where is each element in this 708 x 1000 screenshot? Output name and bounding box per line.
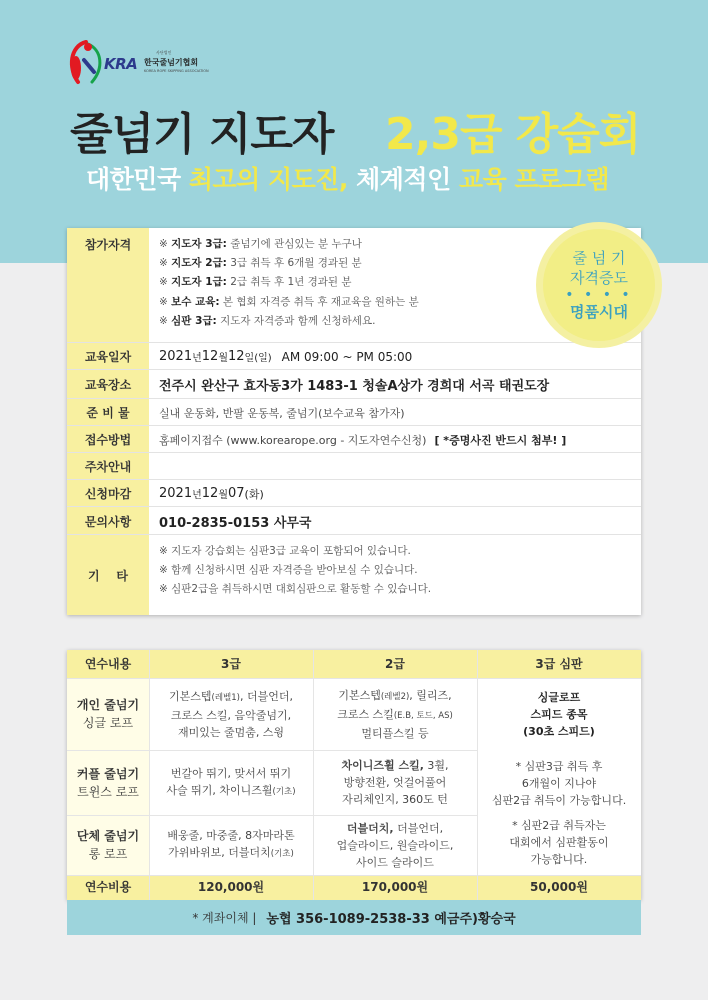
- program-table: [67, 650, 641, 900]
- program-line-small: (레벨1): [211, 692, 240, 703]
- program-line-text: 기본스텝: [338, 688, 381, 702]
- qualification-prefix: ※: [159, 257, 172, 270]
- table-hline: [67, 875, 641, 876]
- program-header: 3급 심판: [477, 650, 641, 678]
- program-line: [337, 706, 453, 725]
- program-grade2-cell: [313, 678, 477, 750]
- kra-logo: [64, 38, 209, 90]
- program-row-label: [67, 815, 149, 875]
- program-line: [171, 707, 291, 724]
- bank-transfer-bar: [67, 900, 641, 935]
- table-vline: [149, 650, 150, 900]
- qualification-grade: 보수 교육:: [171, 295, 220, 308]
- program-line: [178, 724, 284, 741]
- program-line-small: (기초): [270, 849, 294, 859]
- program-line-text: 가위바위보, 더블더치: [168, 846, 271, 859]
- apply-note: [ *증명사진 반드시 첨부! ]: [434, 433, 567, 447]
- program-line-bold: 더블더치,: [346, 821, 394, 835]
- info-row-other: [67, 535, 641, 615]
- program-line-rest: 더블언더,: [393, 821, 444, 835]
- program-line-text: 배웅줄, 마중줄, 8자마라톤: [167, 829, 295, 842]
- badge-dots: • • • •: [565, 287, 633, 303]
- referee-note: * 심판3급 취득 후: [515, 759, 603, 773]
- info-label: 교육장소: [67, 370, 149, 399]
- page-title: 줄넘기 지도자: [70, 109, 334, 160]
- program-line: [168, 844, 294, 863]
- info-label: 문의사항: [67, 507, 149, 535]
- fee-grade3: 120,000원: [149, 875, 313, 900]
- program-row-name: 개인 줄넘기: [76, 698, 140, 712]
- qualification-desc: 줄넘기에 관심있는 분 누구나: [226, 238, 362, 250]
- program-line: [169, 688, 293, 707]
- other-notes-list: [159, 542, 431, 600]
- bank-prefix: * 계좌이체 |: [192, 911, 257, 925]
- info-row-prep: [67, 399, 641, 426]
- apply-method: 홈페이지접수 (www.korearope.org - 지도자연수신청): [159, 433, 427, 447]
- qualification-grade: 지도자 2급:: [171, 257, 227, 270]
- program-line-text: 크로스 스킬: [337, 707, 394, 721]
- other-note: ※ 함께 신청하시면 심판 자격증을 받아보실 수 있습니다.: [159, 564, 418, 577]
- referee-line: (30초 스피드): [523, 724, 595, 738]
- badge-line: 줄 넘 기: [572, 249, 626, 267]
- logo-kra: KRA: [104, 55, 138, 73]
- bank-account: 농협 356-1089-2538-33 예금주)황승국: [266, 912, 516, 927]
- info-row-contact: [67, 507, 641, 535]
- info-label: 준 비 물: [67, 399, 149, 426]
- table-vline: [313, 650, 314, 900]
- qualification-item: [159, 293, 419, 312]
- program-header: 3급: [149, 650, 313, 678]
- info-row-parking: [67, 453, 641, 480]
- qualification-prefix: ※: [159, 238, 172, 250]
- jump-rope-figure-icon: [64, 38, 108, 88]
- program-line: [341, 757, 448, 774]
- program-line: [338, 687, 451, 706]
- deadline-value: 2021 년 12 월 07 (화): [159, 486, 264, 501]
- program-grade2-cell: [313, 815, 477, 875]
- program-grade3-cell: [149, 815, 313, 875]
- qualification-grade: 지도자 3급:: [171, 238, 227, 250]
- info-row-date: [67, 343, 641, 370]
- referee-line: 스피드 종목: [530, 707, 588, 721]
- program-line-text: 멀티플스킬 등: [361, 726, 429, 740]
- program-row-sub: 싱글 로프: [82, 716, 134, 730]
- program-line-small: (기초): [272, 786, 296, 797]
- program-header: 연수내용: [67, 650, 149, 678]
- program-line-small: (레벨2): [380, 691, 410, 702]
- qualification-desc: 본 협회 자격증 취득 후 재교육을 원하는 분: [219, 295, 419, 308]
- program-line: [166, 782, 295, 801]
- qualification-prefix: ※: [159, 276, 172, 289]
- info-label: 기 타: [67, 535, 149, 615]
- logo-english-name: KOREA ROPE SKIPPING ASSOCIATION: [144, 69, 209, 73]
- info-label: 주차안내: [67, 453, 149, 480]
- program-header: 2급: [313, 650, 477, 678]
- program-line-rest: 3휠,: [423, 759, 449, 772]
- program-line-text: 번갈아 뛰기, 맞서서 뛰기: [170, 766, 292, 780]
- referee-speed-cell: [477, 678, 641, 750]
- subtitle-highlight: 교육 프로그램: [458, 165, 610, 194]
- other-note: ※ 지도자 강습회는 심판3급 교육이 포함되어 있습니다.: [159, 545, 411, 557]
- program-line-text: 사이드 슬라이드: [356, 855, 434, 869]
- info-label: 참가자격: [67, 228, 149, 343]
- venue-value: 전주시 완산구 효자동3가 1483-1 청솔A상가 경희대 서곡 태권도장: [159, 379, 550, 394]
- fee-referee: 50,000원: [477, 875, 641, 900]
- qualification-grade: 심판 3급:: [171, 314, 217, 327]
- referee-note: 6개월이 지나야: [521, 776, 597, 790]
- qualification-item: [159, 235, 419, 254]
- program-row-label: [67, 750, 149, 815]
- qualification-desc: 3급 취득 후 6개월 경과된 분: [226, 257, 362, 270]
- program-line-text: 자리체인지, 360도 턴: [342, 793, 448, 806]
- program-row-name: 단체 줄넘기: [76, 829, 140, 843]
- info-label: 교육일자: [67, 343, 149, 370]
- program-line: [337, 837, 454, 854]
- table-hline: [67, 750, 477, 751]
- program-line: [171, 765, 291, 782]
- program-line-text: 재미있는 줄멈춤, 스윙: [177, 725, 285, 739]
- certificate-badge: [536, 222, 662, 348]
- qualification-prefix: ※: [159, 295, 172, 308]
- program-line-text: 방향전환, 엇걸어풀어: [343, 776, 447, 789]
- info-row-venue: [67, 370, 641, 399]
- date-value: 2021 년 12 월 12 일 (일) AM 09:00 ~ PM 05:00: [159, 349, 413, 364]
- table-hline: [67, 678, 641, 679]
- program-grade3-cell: [149, 678, 313, 750]
- referee-note: 심판2급 취득이 가능합니다.: [491, 793, 627, 807]
- info-label: 신청마감: [67, 480, 149, 507]
- page-title-grade: 2,3급 강습회: [385, 109, 641, 160]
- qualification-item: [159, 273, 419, 292]
- program-line: [347, 820, 443, 837]
- other-note: ※ 심판2급을 취득하시면 대회심판으로 활동할 수 있습니다.: [159, 583, 432, 596]
- logo-since: 사단법인: [156, 50, 172, 55]
- apply-value: [159, 426, 566, 453]
- program-line: [342, 791, 448, 808]
- program-grade3-cell: [149, 750, 313, 815]
- subtitle-part: 대한민국: [86, 165, 189, 194]
- program-row-label: [67, 678, 149, 750]
- page-subtitle: [86, 160, 609, 196]
- referee-note: * 심판2급 취득자는: [512, 818, 606, 832]
- qualification-grade: 지도자 1급:: [171, 276, 227, 289]
- info-label: 접수방법: [67, 426, 149, 453]
- program-grade2-cell: [313, 750, 477, 815]
- program-line-text: 크로스 스킬, 음악줄넘기,: [170, 708, 292, 722]
- subtitle-highlight: 최고의 지도진,: [188, 165, 357, 194]
- contact-value: 010-2835-0153 사무국: [159, 515, 312, 531]
- subtitle-part: 체계적인: [356, 165, 459, 194]
- program-line: [361, 725, 428, 742]
- program-row-name: 커플 줄넘기: [76, 766, 140, 781]
- qualification-desc: 지도자 자격증과 함께 신청하세요.: [216, 314, 376, 327]
- table-vline: [477, 650, 478, 900]
- referee-note: 가능합니다.: [530, 852, 588, 866]
- referee-note: 대회에서 심판활동이: [509, 835, 609, 849]
- program-line-bold: 차이니즈휠 스킬,: [341, 759, 424, 772]
- program-row-sub: 트윈스 로프: [77, 784, 139, 799]
- program-line-rest: , 더블언더,: [239, 689, 293, 703]
- qualification-prefix: ※: [159, 314, 172, 327]
- fee-grade2: 170,000원: [313, 875, 477, 900]
- table-hline: [67, 815, 477, 816]
- qualification-list: [159, 235, 419, 331]
- program-line-small: (E.B, 토드, AS): [393, 710, 453, 721]
- qualification-item: [159, 254, 419, 273]
- fee-label: 연수비용: [67, 875, 149, 900]
- referee-line: 싱글로프: [537, 690, 581, 704]
- program-row-sub: 롱 로프: [88, 847, 128, 861]
- info-row-deadline: [67, 480, 641, 507]
- program-line-rest: , 릴리즈,: [409, 688, 452, 702]
- prep-value: 실내 운동화, 반팔 운동복, 줄넘기(보수교육 참가자): [159, 406, 405, 420]
- program-line: [356, 854, 434, 871]
- program-line-text: 기본스텝: [169, 689, 212, 703]
- qualification-desc: 2급 취득 후 1년 경과된 분: [226, 276, 352, 289]
- referee-notes-cell: [477, 750, 641, 875]
- program-line: [167, 827, 294, 844]
- program-line-text: 사슬 뛰기, 차이니즈휠: [166, 783, 273, 797]
- info-row-apply: [67, 426, 641, 453]
- qualification-item: [159, 312, 419, 331]
- badge-highlight: 명품시대: [570, 303, 628, 321]
- badge-line: 자격증도: [570, 269, 628, 287]
- logo-korean-name: 한국줄넘기협회: [144, 58, 199, 67]
- program-line-text: 업슬라이드, 원슬라이드,: [336, 838, 454, 852]
- program-line: [344, 774, 447, 791]
